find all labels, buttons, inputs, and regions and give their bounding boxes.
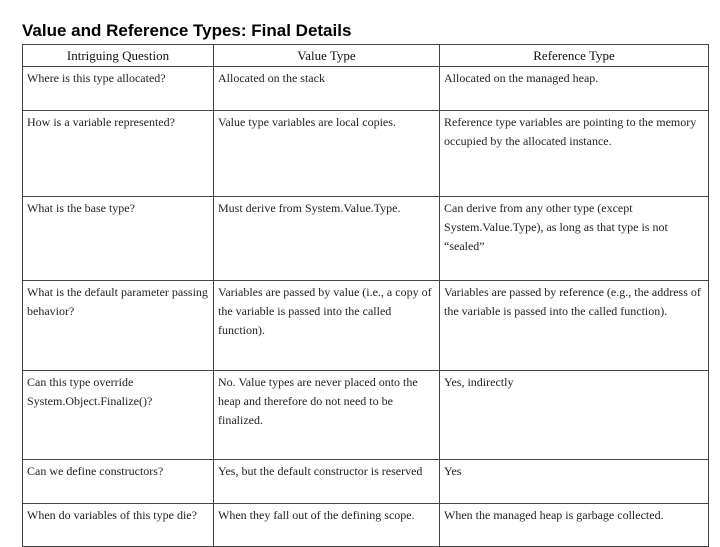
question-cell: How is a variable represented? (23, 111, 214, 197)
reference-type-cell: Reference type variables are pointing to the memory occupied by the allocated instance. (440, 111, 709, 197)
question-cell: Where is this type allocated? (23, 67, 214, 111)
reference-type-cell: Allocated on the managed heap. (440, 67, 709, 111)
table-row (23, 504, 709, 547)
table-header-row (23, 45, 709, 67)
value-type-cell: Value type variables are local copies. (214, 111, 440, 197)
header-question: Intriguing Question (23, 45, 214, 67)
table-row (23, 67, 709, 111)
table-row (23, 460, 709, 504)
reference-type-cell: Variables are passed by reference (e.g., the address of the variable is passed into the called function). (440, 281, 709, 371)
value-type-cell: Allocated on the stack (214, 67, 440, 111)
value-type-cell: Must derive from System.Value.Type. (214, 197, 440, 281)
reference-type-cell: Yes (440, 460, 709, 504)
value-type-cell: When they fall out of the defining scope. (214, 504, 440, 547)
comparison-table (22, 44, 709, 547)
value-type-cell: No. Value types are never placed onto the heap and therefore do not need to be finalized. (214, 371, 440, 460)
question-cell: Can we define constructors? (23, 460, 214, 504)
question-cell: Can this type override System.Object.Finalize()? (23, 371, 214, 460)
table-row (23, 371, 709, 460)
reference-type-cell: When the managed heap is garbage collected. (440, 504, 709, 547)
question-cell: What is the default parameter passing behavior? (23, 281, 214, 371)
table-row (23, 197, 709, 281)
header-reference-type: Reference Type (440, 45, 709, 67)
header-value-type: Value Type (214, 45, 440, 67)
value-type-cell: Variables are passed by value (i.e., a copy of the variable is passed into the called function). (214, 281, 440, 371)
value-type-cell: Yes, but the default constructor is reserved (214, 460, 440, 504)
reference-type-cell: Yes, indirectly (440, 371, 709, 460)
reference-type-cell: Can derive from any other type (except System.Value.Type), as long as that type is not “sealed” (440, 197, 709, 281)
question-cell: What is the base type? (23, 197, 214, 281)
table-row (23, 111, 709, 197)
question-cell: When do variables of this type die? (23, 504, 214, 547)
slide-title: Value and Reference Types: Final Details (22, 21, 352, 40)
table-row (23, 281, 709, 371)
